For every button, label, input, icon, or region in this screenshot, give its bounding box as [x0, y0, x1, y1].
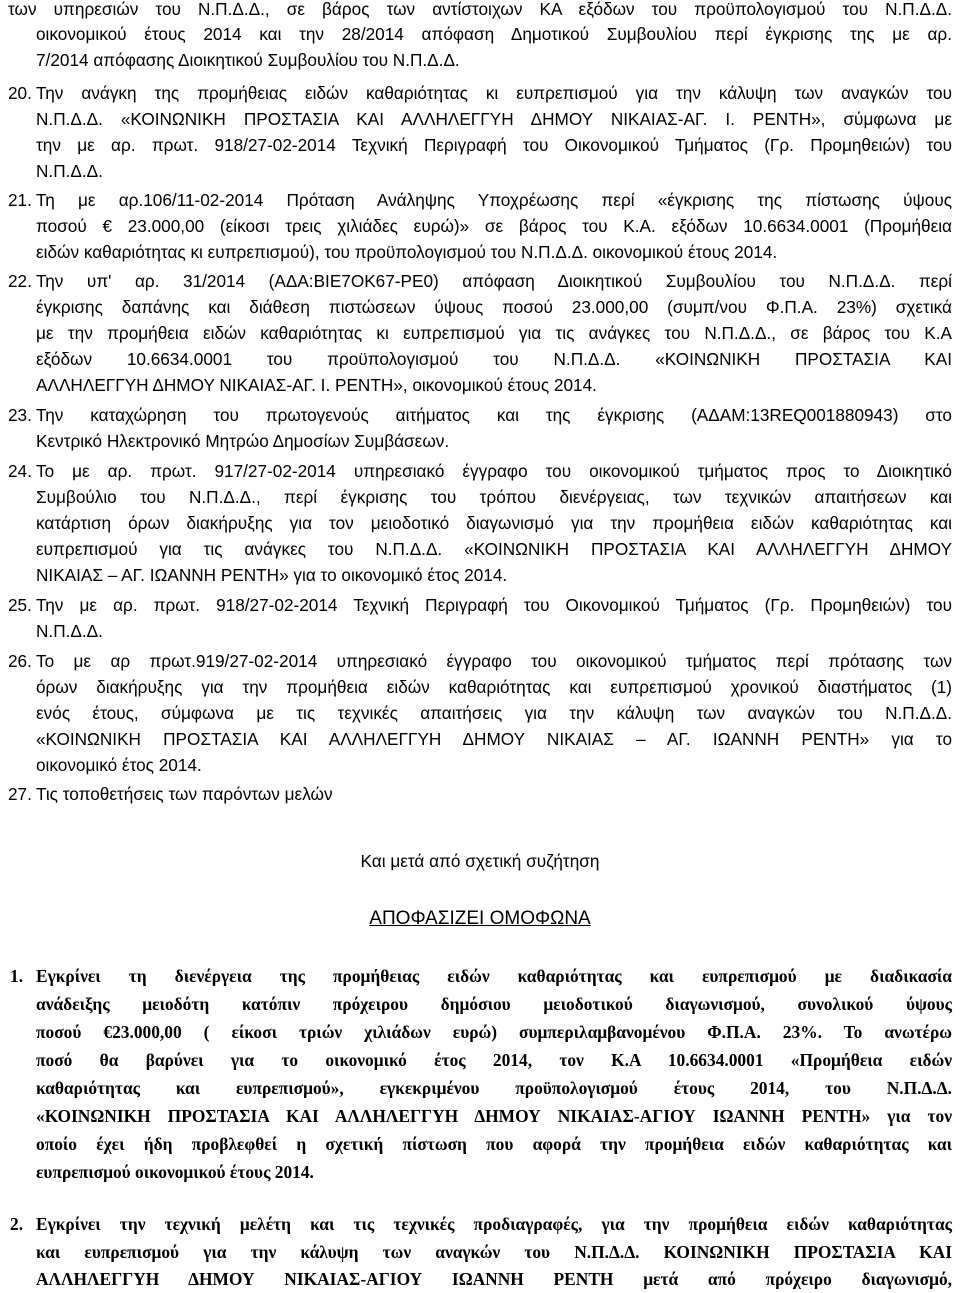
- text-line: την με αρ. πρωτ. 918/27-02-2014 Τεχνική Περιγραφή του Οικονομικού Τμήματος (Γρ. Προμηθειών) του: [36, 135, 952, 155]
- text-line: Την καταχώρηση του πρωτογενούς αιτήματος και της έγκρισης (ΑΔΑΜ:13REQ001880943) στο: [36, 405, 952, 425]
- text-line: ποσού €23.000,00 ( είκοσι τριών χιλιάδων ευρώ) συμπεριλαμβανομένου Φ.Π.Α. 23%. Το ανωτέρω: [36, 1022, 952, 1042]
- text-line: Ν.Π.Δ.Δ.: [36, 161, 103, 181]
- item-number: 22.: [8, 271, 32, 291]
- text-line: οικονομικού έτους 2014 και την 28/2014 απόφαση Δημοτικού Συμβουλίου περί έγκρισης της με αρ.: [36, 24, 952, 44]
- item-number: 26.: [8, 651, 32, 671]
- item-number: 24.: [8, 461, 32, 481]
- text-line: εξόδων 10.6634.0001 του προϋπολογισμού του Ν.Π.Δ.Δ. «ΚΟΙΝΩΝΙΚΗ ΠΡΟΣΤΑΣΙΑ ΚΑΙ: [36, 349, 952, 369]
- text-line: με την προμήθεια ειδών καθαριότητας κι ευπρεπισμού για τις ανάγκες του Ν.Π.Δ.Δ., σε βάρος του Κ.Α: [36, 323, 952, 343]
- text-line: ποσό θα βαρύνει για το οικονομικό έτος 2014, τον Κ.Α 10.6634.0001 «Προμήθεια ειδών: [36, 1050, 952, 1070]
- text-line: Κεντρικό Ηλεκτρονικό Μητρώο Δημοσίων Συμβάσεων.: [36, 431, 450, 451]
- text-line: ΑΛΛΗΛΕΓΓΥΗ ΔΗΜΟΥ ΝΙΚΑΙΑΣ-ΑΓ. Ι. ΡΕΝΤΗ», οικονομικού έτους 2014.: [36, 375, 597, 395]
- discussion-line: Και μετά από σχετική συζήτηση: [360, 851, 600, 871]
- text-line: Τη με αρ.106/11-02-2014 Πρόταση Ανάληψης Υποχρέωσης περί «έγκρισης της πίστωσης ύψους: [36, 190, 952, 210]
- text-line: ειδών καθαριότητας κι ευπρεπισμού), του προϋπολογισμού του Ν.Π.Δ.Δ. οικονομικού έτους 2014.: [36, 242, 778, 262]
- text-line: όρων διακήρυξης για την προμήθεια ειδών καθαριότητας και ευπρεπισμού χρονικού διαστήματος (1): [36, 677, 952, 697]
- item-number: 20.: [8, 83, 32, 103]
- text-line: καθαριότητας και ευπρεπισμού», εγκεκριμένου προϋπολογισμού έτους 2014, του Ν.Π.Δ.Δ.: [36, 1078, 952, 1098]
- text-line: Τις τοποθετήσεις των παρόντων μελών: [36, 784, 333, 804]
- item-number: 1.: [10, 966, 24, 986]
- text-line: κατάρτιση όρων διακήρυξης για τον μειοδοτικό διαγωνισμό για την προμήθεια ειδών καθαριότητας και: [36, 513, 952, 533]
- text-line: ενός έτους, σύμφωνα με τις τεχνικές απαιτήσεις για την κάλυψη των αναγκών του Ν.Π.Δ.Δ.: [36, 703, 952, 723]
- text-line: οποίο έχει ήδη προβλεφθεί η σχετική πίστωση που αφορά την προμήθεια ειδών καθαριότητας και: [36, 1134, 952, 1154]
- item-number: 25.: [8, 595, 32, 615]
- text-line: έγκρισης δαπάνης και διάθεση πιστώσεων ύψους ποσού 23.000,00 (συμπ/νου Φ.Π.Α. 23%) σχετικά: [36, 297, 952, 317]
- text-line: Το με αρ. πρωτ. 917/27-02-2014 υπηρεσιακό έγγραφο του οικονομικού τμήματος προς το Διοικητικό: [36, 461, 952, 481]
- text-line: οικονομικό έτος 2014.: [36, 755, 202, 775]
- item-number: 23.: [8, 405, 32, 425]
- text-line: Ν.Π.Δ.Δ.: [36, 621, 103, 641]
- text-line: Εγκρίνει την τεχνική μελέτη και τις τεχνικές προδιαγραφές, για την προμήθεια ειδών καθαριότητας: [36, 1214, 952, 1234]
- text-line: «ΚΟΙΝΩΝΙΚΗ ΠΡΟΣΤΑΣΙΑ ΚΑΙ ΑΛΛΗΛΕΓΓΥΗ ΔΗΜΟΥ ΝΙΚΑΙΑΣ – ΑΓ. ΙΩΑΝΝΗ ΡΕΝΤΗ» για το: [36, 729, 952, 749]
- text-line: ΝΙΚΑΙΑΣ – ΑΓ. ΙΩΑΝΝΗ ΡΕΝΤΗ» για το οικονομικό έτος 2014.: [36, 565, 508, 585]
- item-number: 2.: [10, 1214, 24, 1234]
- text-line: και ευπρεπισμού για την κάλυψη των αναγκών του Ν.Π.Δ.Δ. ΚΟΙΝΩΝΙΚΗ ΠΡΟΣΤΑΣΙΑ ΚΑΙ: [36, 1242, 952, 1262]
- text-line: ευπρεπισμού για τις ανάγκες του Ν.Π.Δ.Δ. «ΚΟΙΝΩΝΙΚΗ ΠΡΟΣΤΑΣΙΑ ΚΑΙ ΑΛΛΗΛΕΓΓΥΗ ΔΗΜΟΥ: [36, 539, 952, 559]
- text-line: ευπρεπισμού οικονομικού έτους 2014.: [36, 1162, 314, 1182]
- text-line: ανάδειξης μειοδότη κατόπιν πρόχειρου δημόσιου μειοδοτικού διαγωνισμού, συνολικού ύψους: [36, 994, 952, 1014]
- item-number: 27.: [8, 784, 32, 804]
- text-line: Εγκρίνει τη διενέργεια της προμήθειας ειδών καθαριότητας και ευπρεπισμού με διαδικασία: [36, 966, 952, 986]
- decision-title: ΑΠΟΦΑΣΙΖΕΙ ΟΜΟΦΩΝΑ: [369, 908, 591, 929]
- text-line: Την με αρ. πρωτ. 918/27-02-2014 Τεχνική Περιγραφή του Οικονομικού Τμήματος (Γρ. Προμηθειών) του: [36, 595, 952, 615]
- text-line: Ν.Π.Δ.Δ. «ΚΟΙΝΩΝΙΚΗ ΠΡΟΣΤΑΣΙΑ ΚΑΙ ΑΛΛΗΛΕΓΓΥΗ ΔΗΜΟΥ ΝΙΚΑΙΑΣ-ΑΓ. Ι. ΡΕΝΤΗ», σύμφωνα με: [36, 109, 952, 129]
- text-line: Την ανάγκη της προμήθειας ειδών καθαριότητας κι ευπρεπισμού για την κάλυψη των αναγκών του: [36, 83, 952, 103]
- text-line: των υπηρεσιών του Ν.Π.Δ.Δ., σε βάρος των αντίστοιχων ΚΑ εξόδων του προϋπολογισμού του Ν.Π.Δ.Δ.: [8, 0, 952, 19]
- text-line: ΑΛΛΗΛΕΓΓΥΗ ΔΗΜΟΥ ΝΙΚΑΙΑΣ-ΑΓΙΟΥ ΙΩΑΝΝΗ ΡΕΝΤΗ μετά από πρόχειρο διαγωνισμό,: [36, 1269, 952, 1289]
- text-line: 7/2014 απόφασης Διοικητικού Συμβουλίου του Ν.Π.Δ.Δ.: [36, 50, 460, 70]
- text-line: Το με αρ πρωτ.919/27-02-2014 υπηρεσιακό έγγραφο του οικονομικού τμήματος περί πρότασης των: [36, 651, 952, 671]
- text-line: Συμβούλιο του Ν.Π.Δ.Δ., περί έγκρισης του τρόπου διενέργειας, των τεχνικών απαιτήσεων και: [36, 487, 952, 507]
- text-line: ποσού € 23.000,00 (είκοσι τρεις χιλιάδες ευρώ)» σε βάρος του Κ.Α. εξόδων 10.6634.0001 (Προμήθεια: [36, 216, 952, 236]
- text-line: Την υπ' αρ. 31/2014 (ΑΔΑ:ΒΙΕ7ΟΚ67-ΡΕ0) απόφαση Διοικητικού Συμβουλίου του Ν.Π.Δ.Δ. περί: [36, 271, 952, 291]
- text-line: «ΚΟΙΝΩΝΙΚΗ ΠΡΟΣΤΑΣΙΑ ΚΑΙ ΑΛΛΗΛΕΓΓΥΗ ΔΗΜΟΥ ΝΙΚΑΙΑΣ-ΑΓΙΟΥ ΙΩΑΝΝΗ ΡΕΝΤΗ» για τον: [36, 1106, 952, 1126]
- item-number: 21.: [8, 190, 32, 210]
